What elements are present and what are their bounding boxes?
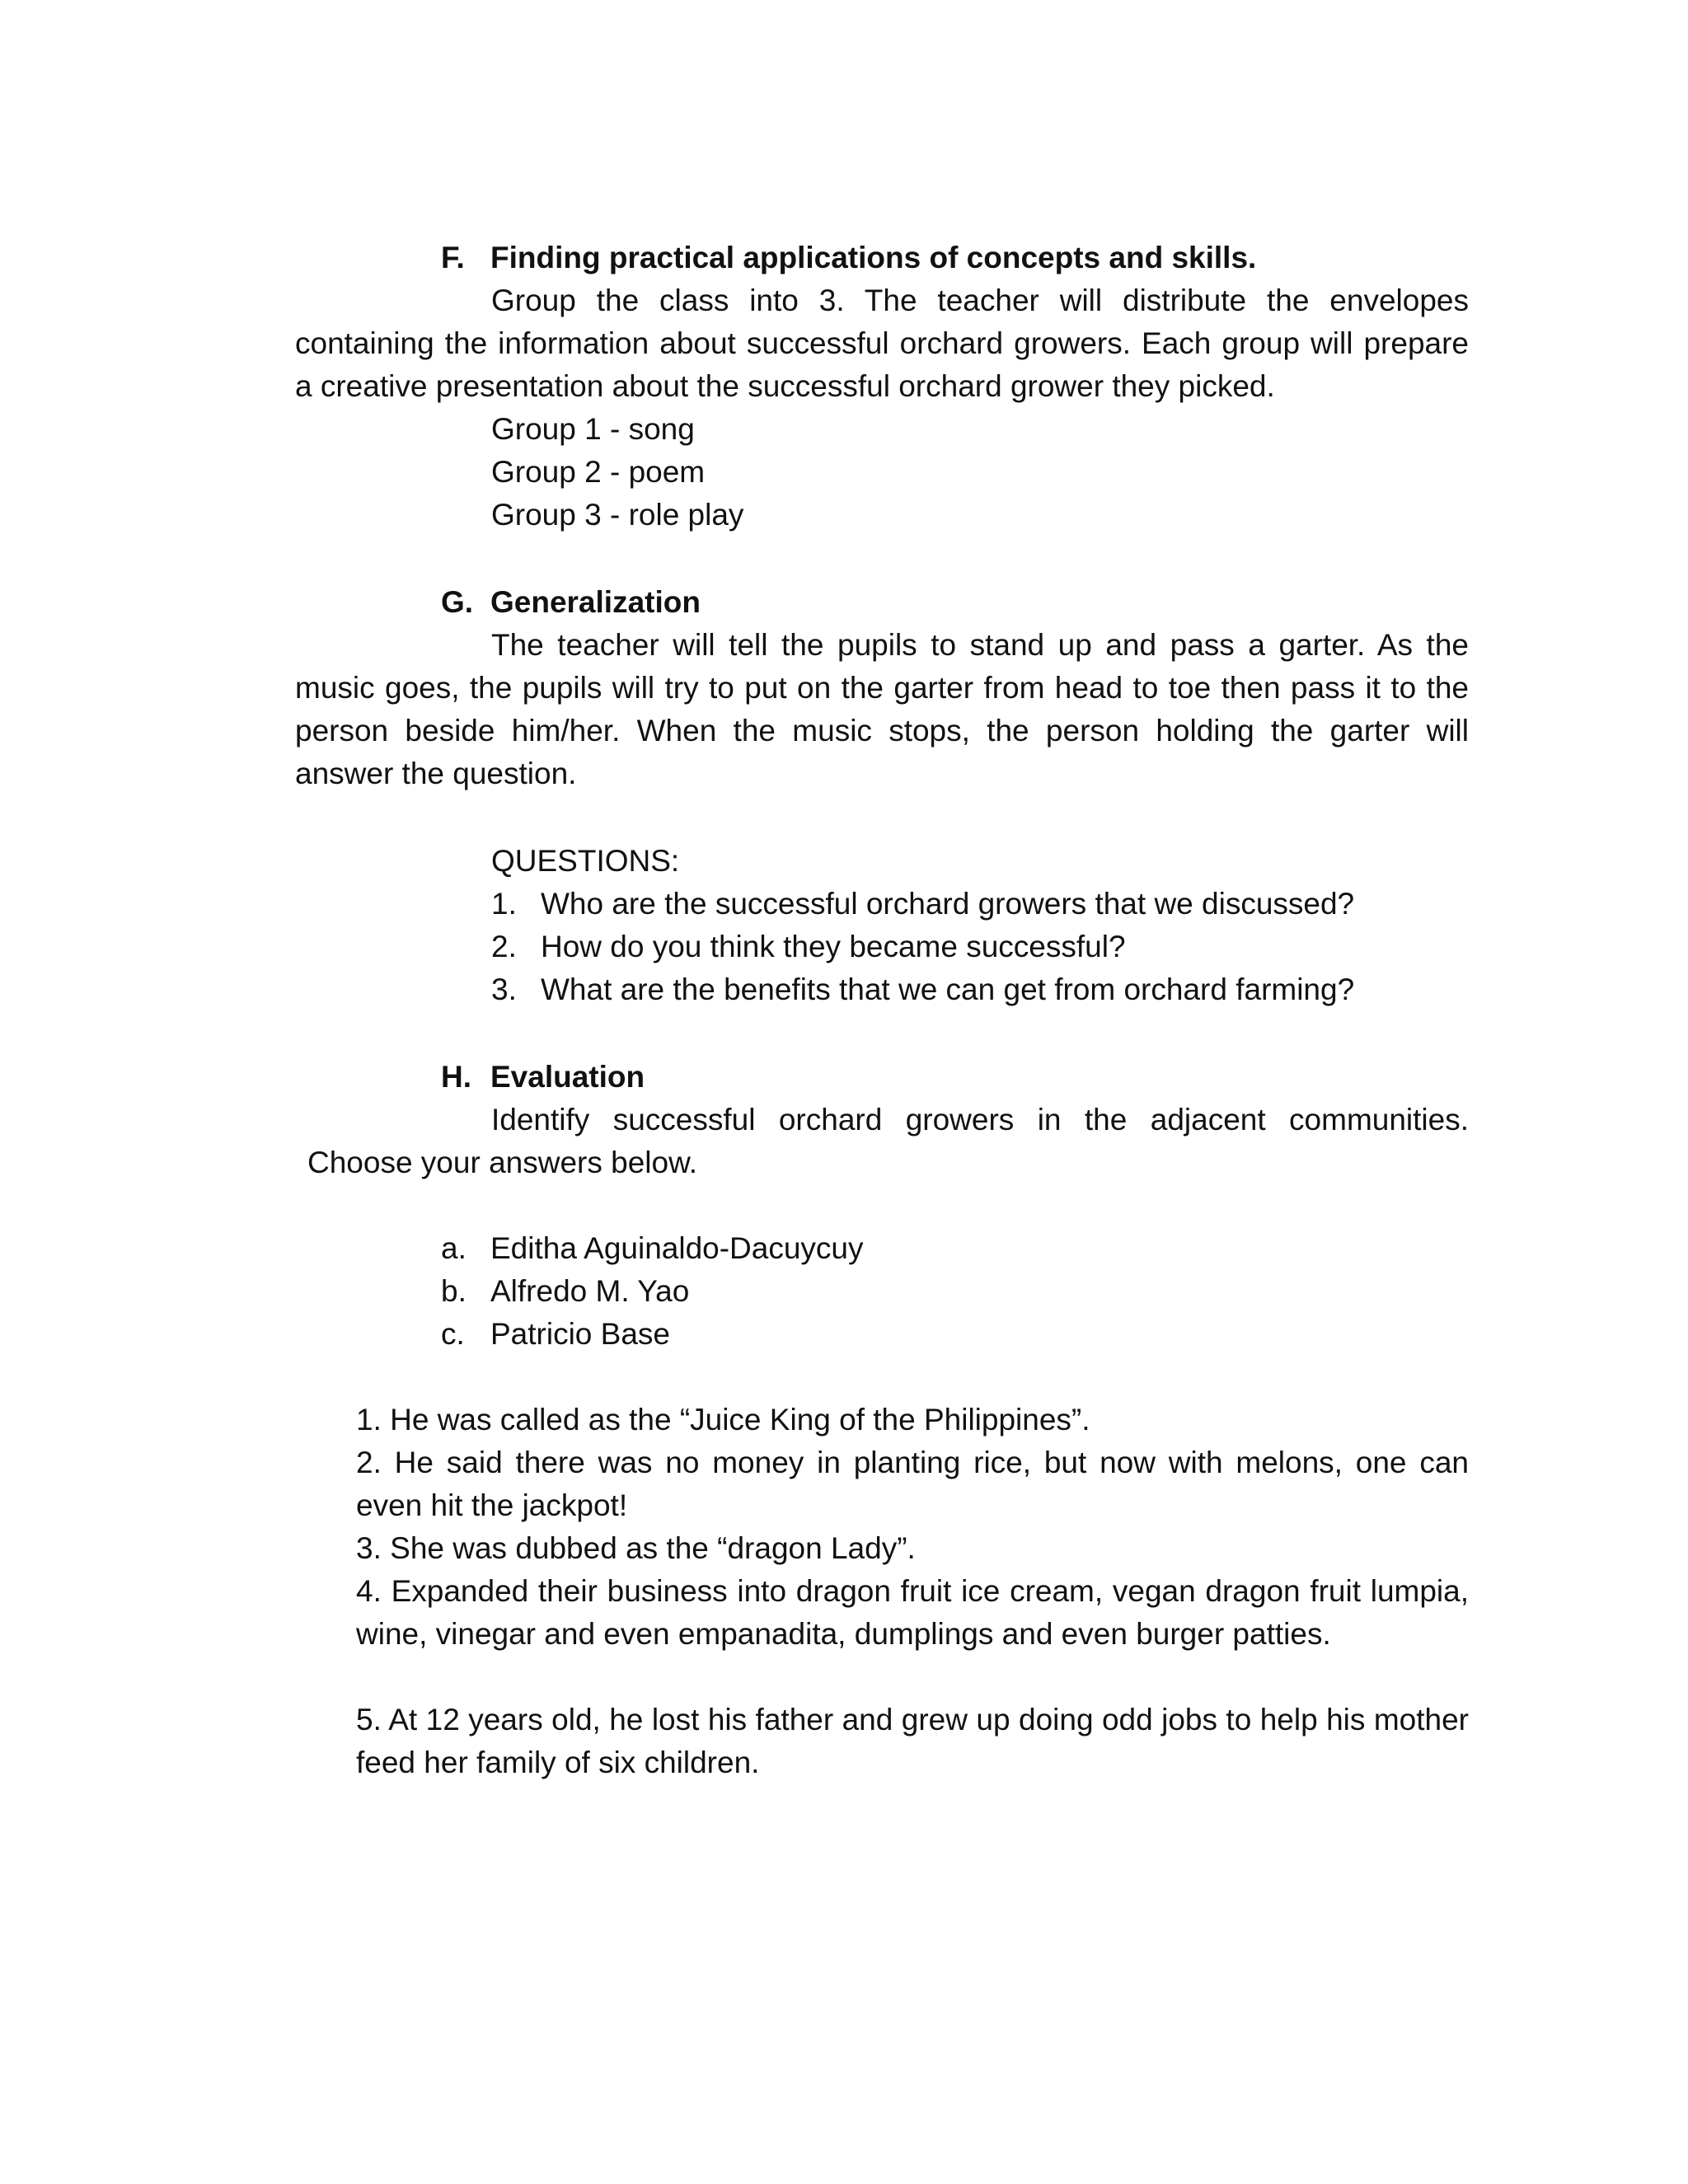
choice-text: Patricio Base [490,1317,670,1351]
group-1-item: Group 1 - song [491,412,695,446]
choice-letter: a. [441,1231,467,1265]
section-f-title: Finding practical applications of concepts and skills. [490,241,1257,274]
question-text: How do you think they became successful? [541,930,1126,963]
question-number: 3. [491,972,517,1006]
section-h-letter: H. [441,1060,471,1094]
clue-item-5: 5. At 12 years old, he lost his father and grew up doing odd jobs to help his mother feed her family of six children. [356,1703,1469,1779]
section-f-letter: F. [441,241,465,274]
section-g-letter: G. [441,585,474,619]
section-g-title: Generalization [490,585,701,619]
group-3-item: Group 3 - role play [491,498,744,532]
section-h-paragraph-line2: Choose your answers below. [307,1146,698,1179]
question-number: 2. [491,930,517,963]
choice-text: Alfredo M. Yao [490,1274,690,1308]
section-h-paragraph-line1: Identify successful orchard growers in the adjacent communities. [491,1103,1469,1137]
choice-letter: c. [441,1317,465,1351]
question-number: 1. [491,887,517,921]
choice-letter: b. [441,1274,467,1308]
question-text: Who are the successful orchard growers that we discussed? [541,887,1355,921]
section-f-paragraph: Group the class into 3. The teacher will distribute the envelopes containing the information about successful orchard growers. Each group will prepare a creative presentation about the successful orchard grower they picked. [295,284,1469,403]
question-text: What are the benefits that we can get from orchard farming? [541,972,1355,1006]
section-g-paragraph: The teacher will tell the pupils to stand up and pass a garter. As the music goes, the pupils will try to put on the garter from head to toe then pass it to the person beside him/her. When the music stops, the person holding the garter will answer the question. [295,628,1469,790]
section-h-title: Evaluation [490,1060,645,1094]
choice-text: Editha Aguinaldo-Dacuycuy [490,1231,864,1265]
group-2-item: Group 2 - poem [491,455,706,489]
clue-item-4: 4. Expanded their business into dragon fruit ice cream, vegan dragon fruit lumpia, wine, vinegar and even empanadita, dumplings and even burger patties. [356,1574,1469,1651]
clue-item-3: 3. She was dubbed as the “dragon Lady”. [356,1531,916,1565]
clue-item-1: 1. He was called as the “Juice King of the Philippines”. [356,1403,1090,1436]
clue-item-2: 2. He said there was no money in planting rice, but now with melons, one can even hit the jackpot! [356,1446,1469,1522]
questions-label: QUESTIONS: [491,844,680,878]
